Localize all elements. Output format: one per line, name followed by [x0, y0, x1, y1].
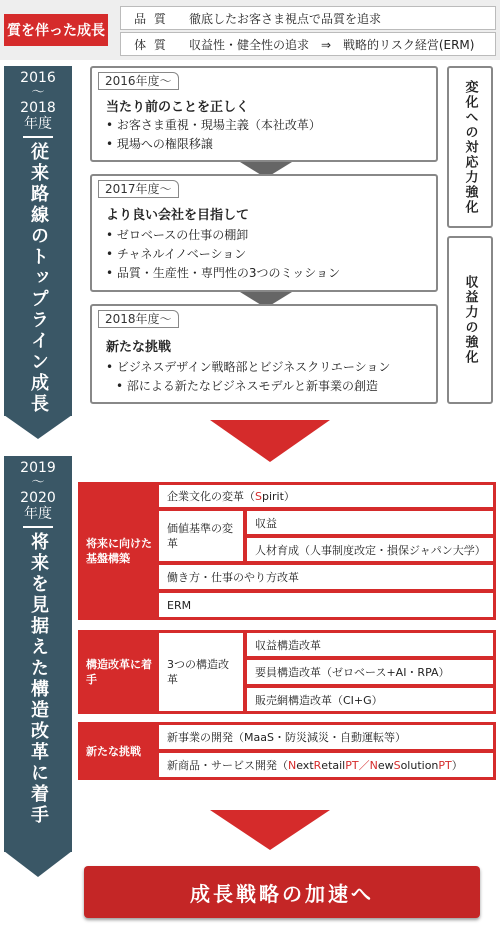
- period2-years: [4, 460, 72, 522]
- period2-tilde: ～: [31, 475, 45, 490]
- workstyle-cell: 働き方・仕事のやり方改革: [158, 564, 494, 590]
- phase-2018-item-cont: • 部による新たなビジネスモデルと新事業の創造: [106, 377, 390, 396]
- three-reforms-cell: 3つの構造改革: [158, 632, 244, 712]
- phase-2016: [90, 66, 438, 162]
- phase-2016-year: 2016年度～: [98, 72, 179, 90]
- growth-acceleration-banner: 成長戦略の加速へ: [84, 866, 480, 918]
- phase-2018-title: 新たな挑戦: [106, 340, 172, 355]
- side-profit-label: 収益力の強化: [462, 275, 478, 365]
- hr-cell: 人材育成（人事制度改定・損保ジャパン大学）: [246, 537, 494, 562]
- period2-theme: 将来を見据えた構造改革に着手: [28, 532, 49, 826]
- np-text: ext: [296, 758, 314, 772]
- foundation-label: 将来に向けた基盤構築: [86, 537, 152, 565]
- np-accent: N: [288, 758, 297, 772]
- phase-2016-item: • 現場への権限移譲: [106, 135, 321, 154]
- phase-2017-item: • ゼロベースの仕事の棚卸: [106, 226, 340, 245]
- phase-2017-item: • 品質・生産性・専門性の3つのミッション: [106, 264, 340, 283]
- constitution-row: [120, 32, 496, 56]
- period1-band: [4, 66, 72, 416]
- period1-arrow: [4, 415, 72, 439]
- challenge-section: [78, 722, 496, 780]
- phase-2017-title: より良い会社を目指して: [106, 208, 250, 223]
- phase-2016-title: 当たり前のことを正しく: [106, 100, 250, 115]
- np-accent: S: [393, 758, 401, 772]
- phase-2017-item: • チャネルイノベーション: [106, 245, 340, 264]
- period1-theme: 従来路線のトップライン成長: [28, 142, 49, 415]
- new-business-cell: 新事業の開発（MaaS・防災減災・自動運転等）: [158, 724, 494, 750]
- quality-key: 品 質: [134, 11, 168, 26]
- acceleration-arrow: [210, 810, 330, 850]
- period1-end: 2018: [20, 100, 56, 116]
- phase-2018: [90, 304, 438, 404]
- structural-section: [78, 630, 496, 714]
- period1-nendo: 年度: [24, 116, 52, 132]
- reform-item: 要員構造改革（ゼロベース+AI・RPA）: [246, 659, 494, 685]
- quality-row: [120, 6, 496, 30]
- period2-band: [4, 456, 72, 852]
- period1-years: [4, 70, 72, 132]
- period2-arrow: [4, 851, 72, 877]
- np-accent: PT: [345, 758, 359, 772]
- np-text: ）: [451, 759, 463, 772]
- constitution-value: 収益性・健全性の追求 ⇒ 戦略的リスク経営(ERM): [189, 37, 475, 52]
- period2-divider: [23, 526, 53, 528]
- culture-text: 企業文化の変革（: [167, 490, 255, 503]
- period2-start: 2019: [20, 460, 56, 476]
- reform-item: 販売網構造改革（CI+G）: [246, 687, 494, 712]
- side-change-box: [447, 66, 493, 228]
- phase-2018-year: 2018年度～: [98, 310, 179, 328]
- profit-cell: 収益: [246, 510, 494, 535]
- side-profit-box: [447, 236, 493, 404]
- culture-text-end: pirit）: [261, 490, 295, 503]
- transition-arrow: [210, 420, 330, 462]
- phase-2017: [90, 174, 438, 292]
- erm-cell: ERM: [158, 592, 494, 618]
- np-text: etail: [321, 758, 346, 772]
- np-accent: N: [369, 758, 378, 772]
- values-cell: 価値基準の変革: [158, 510, 244, 562]
- phase-2018-item: • ビジネスデザイン戦略部とビジネスクリエーション: [106, 358, 390, 377]
- phase-2016-item: • お客さま重視・現場主義（本社改革）: [106, 116, 321, 135]
- period1-start: 2016: [20, 70, 56, 86]
- quality-growth-tag: 質を伴った成長: [4, 14, 108, 46]
- reform-item: 収益構造改革: [246, 632, 494, 657]
- np-text: 新商品・サービス開発（: [167, 759, 288, 772]
- culture-s: S: [255, 489, 262, 503]
- period2-nendo: 年度: [24, 506, 52, 522]
- np-text: ew: [377, 758, 394, 772]
- quality-value: 徹底したお客さま視点で品質を追求: [189, 11, 382, 26]
- period1-tilde: ～: [31, 85, 45, 100]
- new-product-cell: [158, 752, 494, 778]
- culture-cell: [158, 484, 494, 508]
- period2-end: 2020: [20, 490, 56, 506]
- side-change-label: 変化への対応力強化: [462, 79, 478, 215]
- np-accent: ／: [358, 759, 370, 772]
- foundation-section: [78, 482, 496, 620]
- challenge-label: 新たな挑戦: [86, 744, 141, 758]
- np-text: olution: [400, 758, 439, 772]
- np-accent: PT: [438, 758, 452, 772]
- structural-label: 構造改革に着手: [86, 658, 152, 686]
- np-accent: R: [313, 758, 322, 772]
- constitution-key: 体 質: [134, 37, 168, 52]
- period1-divider: [23, 136, 53, 138]
- phase-2017-year: 2017年度～: [98, 180, 179, 198]
